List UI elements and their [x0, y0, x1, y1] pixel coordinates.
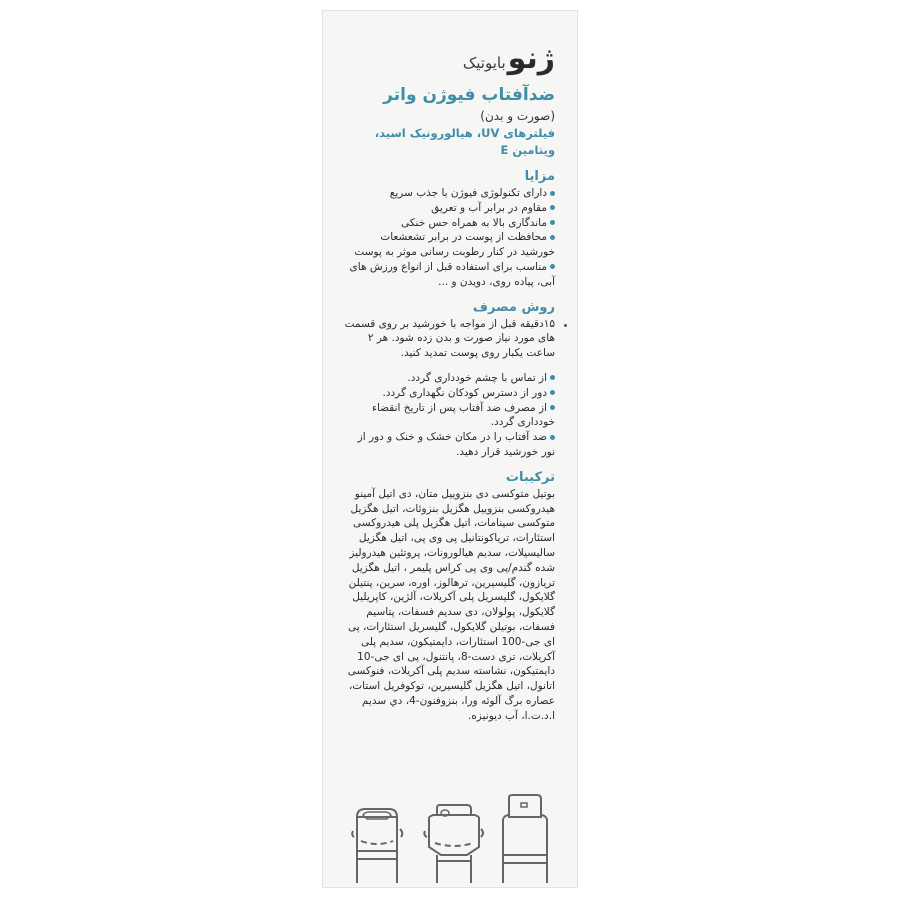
bullet-dot-icon [550, 375, 555, 380]
warnings-list [343, 371, 555, 460]
product-subtitle: (صورت و بدن) [480, 109, 555, 123]
warning-item [343, 401, 555, 431]
bullet-dot-icon [550, 405, 555, 410]
benefits-heading: مزایا [524, 169, 555, 184]
warning-item [343, 430, 555, 460]
benefit-text: ماندگاری بالا به همراه حس خنکی [400, 216, 547, 229]
benefit-item [343, 260, 555, 290]
bullet-dot-icon [550, 235, 555, 240]
open-cap-step-icon [349, 803, 405, 883]
benefit-text: مقاوم در برابر آب و تعریق [431, 201, 547, 214]
bullet-dot-icon [550, 205, 555, 210]
ingredients-heading: ترکیبات [505, 469, 555, 485]
benefit-item [343, 216, 555, 231]
bullet-dot-icon [550, 191, 555, 196]
brand-logo-main: ژنو [507, 41, 555, 76]
usage-heading: روش مصرف [472, 299, 555, 315]
brand-logo-sub: بایوتیک [462, 54, 506, 72]
benefit-text: محافظت از پوست در برابر تشعشعات خورشید در کنار رطوبت رسانی موثر به پوست [354, 231, 555, 259]
product-title: ضدآفتاب فیوژن واتر [383, 85, 555, 105]
bullet-dot-icon [550, 390, 555, 395]
benefits-list [343, 186, 555, 290]
press-pump-step-icon [421, 797, 487, 883]
warning-text: دور از دسترس کودکان نگهداری گردد. [382, 386, 547, 399]
benefit-item [343, 201, 555, 216]
warning-text: از تماس با چشم خودداری گردد. [407, 371, 547, 384]
ingredients-text: بوتیل متوکسی دی بنزوییل متان، دی اتیل آمینو هیدروکسی بنزوییل هگزیل بنزوئات، اتیل هگزیل متوکسی سینامات، اتیل هگزیل پلی هیدروکسی استئارات، تریاکونتانیل پی وی پی، اتیل هگزیل سالیسیلات، سدیم هیالورونات، پروتئین هیدرولیز شده گندم/پی وی پی کراس پلیمر ، اتیل هگزیل تریازون، گلیسیرین، ترهالوز، اوره، سرین، پنتیلن گلایکول، گلیسریل پلی آکریلات، آلژین، کاپریلیل گلایکول، پولولان، دی سدیم فسفات، پتاسیم فسفات، بوتیلن گلایکول، گلیسریل استئارات، پی ای جی-100 استئارات، دایمتیکون، سدیم پلی آکریلات، تری دست-8، پانتنول، پی ای جی-10 دایمتیکون، نشاسته سدیم پلی آکریلات، فنوکسی اتانول، اتیل هگزیل گلیسیرین، توکوفریل استات، عصاره برگ آلوئه ورا، بنزوفنون-4، دي سديم ا.د.ت.ا، آب دیونیزه. [347, 487, 555, 722]
product-features-line-2: ویتامین E [500, 143, 555, 157]
panel-content [343, 33, 555, 724]
usage-instructions [343, 317, 555, 361]
small-dot-icon [564, 324, 567, 327]
usage-illustrations [323, 793, 577, 889]
brand-logo [343, 33, 555, 77]
warning-item [343, 386, 555, 401]
closed-cap-step-icon [497, 793, 553, 883]
product-info-panel [322, 10, 578, 888]
benefit-text: دارای تکنولوژی فیوژن با جذب سریع [389, 187, 547, 199]
benefit-text: مناسب برای استفاده قبل از انواع ورزش های آبی، پیاده روی، دویدن و ... [349, 260, 555, 288]
benefit-item [343, 230, 555, 260]
product-features-line-1: فیلترهای UV، هیالورونیک اسید، [374, 126, 555, 140]
bullet-dot-icon [550, 435, 555, 440]
warning-text: از مصرف ضد آفتاب پس از تاریخ انقضاء خودداری گردد. [372, 401, 555, 429]
warning-text: ضد آفتاب را در مکان خشک و خنک و دور از نور خورشید قرار دهید. [357, 431, 555, 458]
bullet-dot-icon [550, 220, 555, 225]
warning-item [343, 371, 555, 386]
benefit-item [343, 186, 555, 201]
usage-text: ۱۵دقیقه قبل از مواجه با خورشید بر روی قسمت های مورد نیاز صورت و بدن زده شود. هر ۲ ساعت یکبار روی پوست تمدید کنید. [344, 317, 555, 360]
bullet-dot-icon [550, 264, 555, 269]
